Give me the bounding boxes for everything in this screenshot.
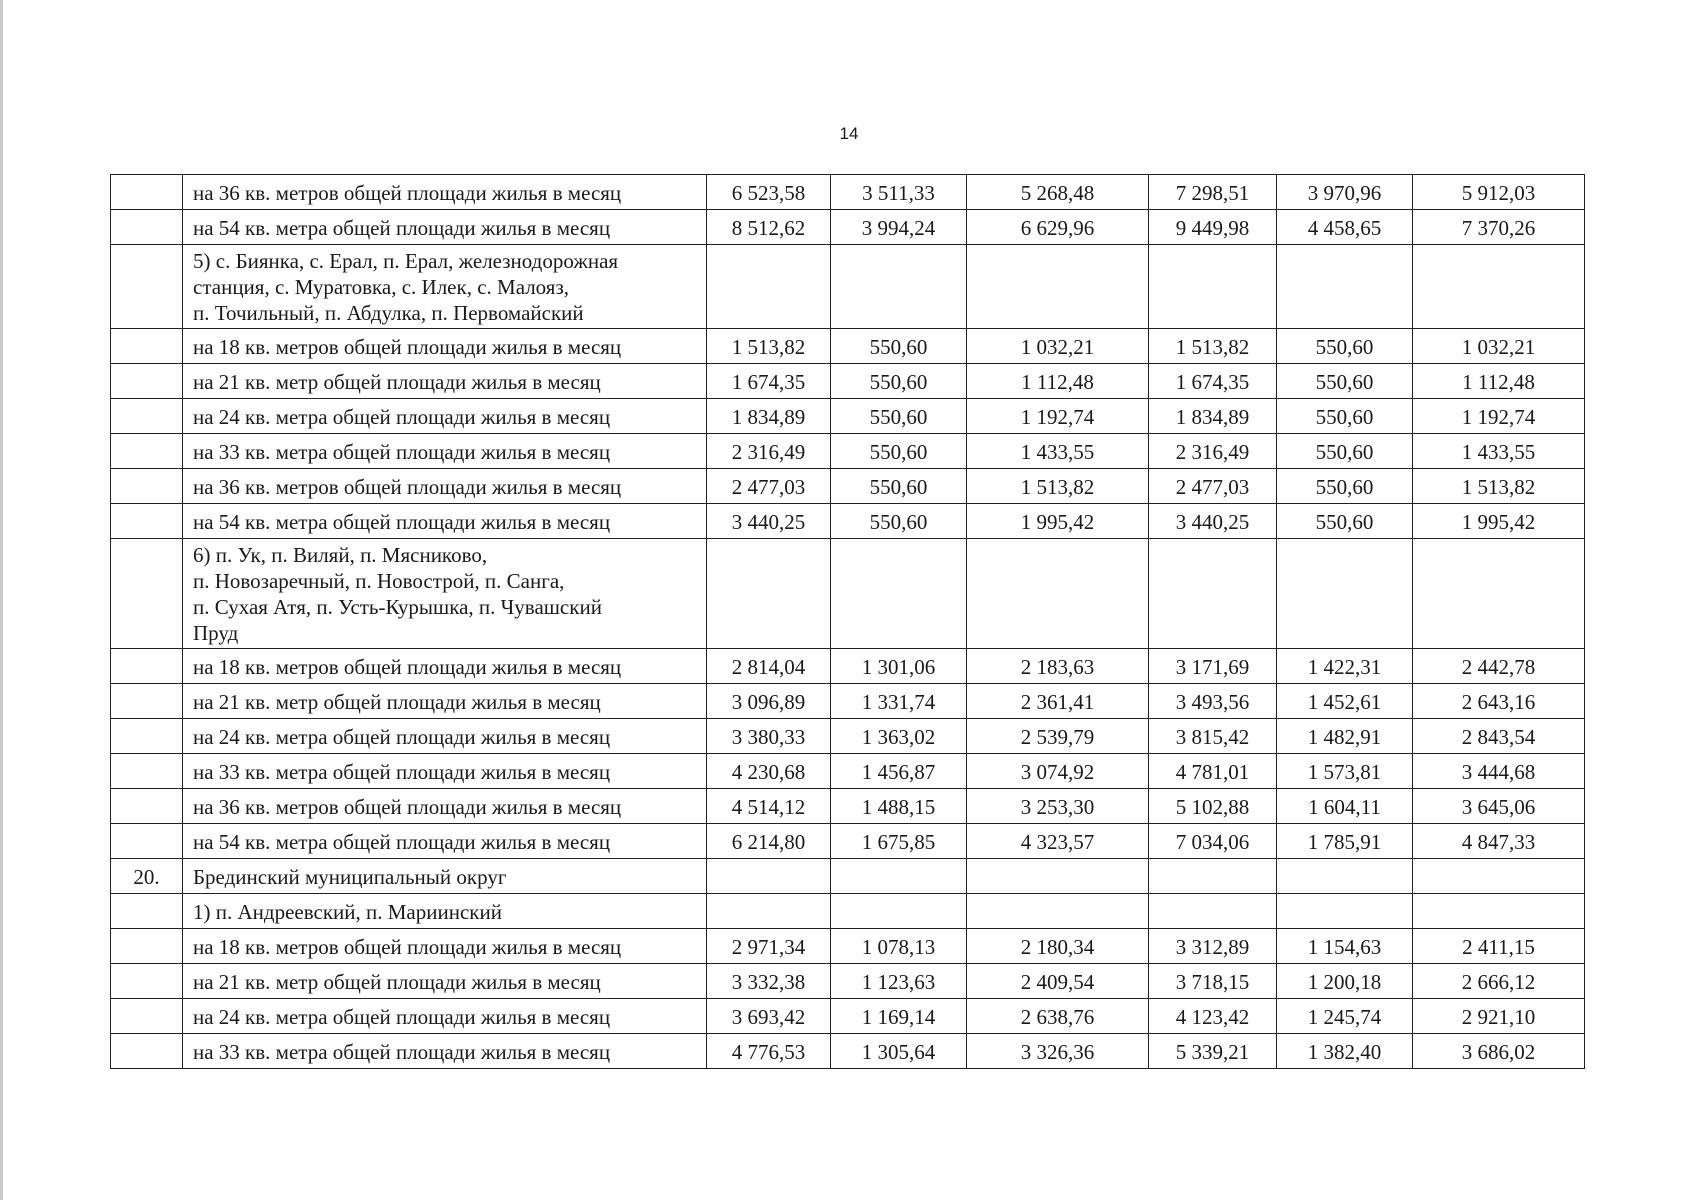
value-cell: 4 514,12: [707, 789, 831, 824]
empty-cell: [831, 894, 967, 929]
value-cell: 3 332,38: [707, 964, 831, 999]
value-cell: 3 815,42: [1149, 719, 1277, 754]
value-cell: 1 154,63: [1277, 929, 1413, 964]
empty-cell: [967, 245, 1149, 329]
empty-cell: [1149, 245, 1277, 329]
value-cell: 2 409,54: [967, 964, 1149, 999]
value-cell: 1 169,14: [831, 999, 967, 1034]
value-cell: 3 440,25: [707, 504, 831, 539]
value-cell: 3 693,42: [707, 999, 831, 1034]
value-cell: 2 971,34: [707, 929, 831, 964]
row-label-cell: на 24 кв. метра общей площади жилья в месяц: [183, 399, 707, 434]
table-row: [111, 789, 1585, 824]
value-cell: 1 573,81: [1277, 754, 1413, 789]
value-cell: 4 781,01: [1149, 754, 1277, 789]
table-row: [111, 399, 1585, 434]
value-cell: 5 102,88: [1149, 789, 1277, 824]
value-cell: 1 834,89: [707, 399, 831, 434]
row-label-cell: на 33 кв. метра общей площади жилья в месяц: [183, 1034, 707, 1069]
row-index-cell: [111, 684, 183, 719]
value-cell: 2 316,49: [707, 434, 831, 469]
value-cell: 1 513,82: [707, 329, 831, 364]
empty-cell: [1413, 539, 1585, 649]
row-index-cell: [111, 539, 183, 649]
section-heading-line: Брединский муниципальный округ: [193, 864, 507, 889]
table-row: [111, 684, 1585, 719]
empty-cell: [1277, 859, 1413, 894]
row-index-cell: [111, 210, 183, 245]
table-section-row: [111, 894, 1585, 929]
value-cell: 2 183,63: [967, 649, 1149, 684]
value-cell: 550,60: [1277, 504, 1413, 539]
row-index-cell: [111, 824, 183, 859]
table-row: [111, 329, 1585, 364]
value-cell: 4 776,53: [707, 1034, 831, 1069]
value-cell: 3 326,36: [967, 1034, 1149, 1069]
value-cell: 2 638,76: [967, 999, 1149, 1034]
value-cell: 2 843,54: [1413, 719, 1585, 754]
value-cell: 1 513,82: [967, 469, 1149, 504]
value-cell: 3 718,15: [1149, 964, 1277, 999]
value-cell: 1 488,15: [831, 789, 967, 824]
section-heading-cell: [183, 539, 707, 649]
value-cell: 2 442,78: [1413, 649, 1585, 684]
row-index-cell: [111, 434, 183, 469]
value-cell: 3 994,24: [831, 210, 967, 245]
value-cell: 2 814,04: [707, 649, 831, 684]
value-cell: 5 339,21: [1149, 1034, 1277, 1069]
row-label-cell: на 21 кв. метр общей площади жилья в месяц: [183, 684, 707, 719]
section-heading-line: п. Точильный, п. Абдулка, п. Первомайский: [193, 301, 584, 325]
empty-cell: [707, 539, 831, 649]
row-index-cell: 20.: [111, 859, 183, 894]
empty-cell: [707, 245, 831, 329]
value-cell: 1 200,18: [1277, 964, 1413, 999]
value-cell: 3 645,06: [1413, 789, 1585, 824]
value-cell: 1 032,21: [967, 329, 1149, 364]
table-row: [111, 364, 1585, 399]
value-cell: 3 074,92: [967, 754, 1149, 789]
value-cell: 2 921,10: [1413, 999, 1585, 1034]
value-cell: 1 604,11: [1277, 789, 1413, 824]
value-cell: 550,60: [831, 504, 967, 539]
value-cell: 5 912,03: [1413, 175, 1585, 210]
value-cell: 1 422,31: [1277, 649, 1413, 684]
empty-cell: [1149, 894, 1277, 929]
row-index-cell: [111, 649, 183, 684]
value-cell: 4 458,65: [1277, 210, 1413, 245]
value-cell: 1 032,21: [1413, 329, 1585, 364]
value-cell: 1 078,13: [831, 929, 967, 964]
value-cell: 2 539,79: [967, 719, 1149, 754]
empty-cell: [831, 539, 967, 649]
table-row: [111, 469, 1585, 504]
value-cell: 1 513,82: [1413, 469, 1585, 504]
value-cell: 1 674,35: [1149, 364, 1277, 399]
table-row: [111, 824, 1585, 859]
value-cell: 3 096,89: [707, 684, 831, 719]
value-cell: 550,60: [1277, 329, 1413, 364]
table-row: [111, 1034, 1585, 1069]
row-label-cell: на 36 кв. метров общей площади жилья в месяц: [183, 469, 707, 504]
value-cell: 2 643,16: [1413, 684, 1585, 719]
section-heading-line: станция, с. Муратовка, с. Илек, с. Малояз,: [193, 275, 569, 299]
value-cell: 1 452,61: [1277, 684, 1413, 719]
row-label-cell: на 18 кв. метров общей площади жилья в месяц: [183, 329, 707, 364]
row-index-cell: [111, 399, 183, 434]
table-row: [111, 754, 1585, 789]
table-body: [111, 175, 1585, 1069]
row-index-cell: [111, 175, 183, 210]
row-label-cell: на 21 кв. метр общей площади жилья в месяц: [183, 364, 707, 399]
empty-cell: [707, 894, 831, 929]
row-index-cell: [111, 789, 183, 824]
row-index-cell: [111, 964, 183, 999]
table-section-row: [111, 539, 1585, 649]
section-heading-cell: [183, 859, 707, 894]
table-row: [111, 504, 1585, 539]
empty-cell: [967, 894, 1149, 929]
row-label-cell: на 24 кв. метра общей площади жилья в месяц: [183, 719, 707, 754]
value-cell: 550,60: [831, 364, 967, 399]
value-cell: 1 785,91: [1277, 824, 1413, 859]
row-label-cell: на 54 кв. метра общей площади жилья в месяц: [183, 504, 707, 539]
value-cell: 9 449,98: [1149, 210, 1277, 245]
row-index-cell: [111, 504, 183, 539]
value-cell: 2 477,03: [1149, 469, 1277, 504]
empty-cell: [831, 245, 967, 329]
row-index-cell: [111, 754, 183, 789]
row-index-cell: [111, 329, 183, 364]
value-cell: 1 995,42: [1413, 504, 1585, 539]
value-cell: 3 312,89: [1149, 929, 1277, 964]
section-heading-line: 6) п. Ук, п. Виляй, п. Мясниково,: [193, 543, 488, 567]
value-cell: 550,60: [831, 469, 967, 504]
value-cell: 2 361,41: [967, 684, 1149, 719]
value-cell: 2 316,49: [1149, 434, 1277, 469]
row-index-cell: [111, 364, 183, 399]
value-cell: 3 686,02: [1413, 1034, 1585, 1069]
value-cell: 550,60: [1277, 434, 1413, 469]
value-cell: 3 493,56: [1149, 684, 1277, 719]
row-label-cell: на 33 кв. метра общей площади жилья в месяц: [183, 754, 707, 789]
table-row: [111, 929, 1585, 964]
row-label-cell: на 36 кв. метров общей площади жилья в месяц: [183, 789, 707, 824]
section-heading-line: п. Сухая Атя, п. Усть-Курышка, п. Чувашский: [193, 595, 602, 619]
section-heading-cell: [183, 894, 707, 929]
value-cell: 7 034,06: [1149, 824, 1277, 859]
value-cell: 1 834,89: [1149, 399, 1277, 434]
value-cell: 3 444,68: [1413, 754, 1585, 789]
row-label-cell: на 18 кв. метров общей площади жилья в месяц: [183, 929, 707, 964]
value-cell: 3 511,33: [831, 175, 967, 210]
value-cell: 6 523,58: [707, 175, 831, 210]
value-cell: 4 123,42: [1149, 999, 1277, 1034]
empty-cell: [967, 859, 1149, 894]
empty-cell: [1413, 894, 1585, 929]
row-label-cell: на 21 кв. метр общей площади жилья в месяц: [183, 964, 707, 999]
value-cell: 1 513,82: [1149, 329, 1277, 364]
table-row: [111, 434, 1585, 469]
value-cell: 550,60: [1277, 399, 1413, 434]
value-cell: 1 331,74: [831, 684, 967, 719]
value-cell: 4 847,33: [1413, 824, 1585, 859]
value-cell: 3 380,33: [707, 719, 831, 754]
row-label-cell: на 54 кв. метра общей площади жилья в месяц: [183, 824, 707, 859]
row-label-cell: на 18 кв. метров общей площади жилья в месяц: [183, 649, 707, 684]
value-cell: 1 301,06: [831, 649, 967, 684]
value-cell: 1 433,55: [1413, 434, 1585, 469]
value-cell: 1 995,42: [967, 504, 1149, 539]
empty-cell: [1277, 894, 1413, 929]
row-index-cell: [111, 929, 183, 964]
value-cell: 1 305,64: [831, 1034, 967, 1069]
value-cell: 1 674,35: [707, 364, 831, 399]
empty-cell: [967, 539, 1149, 649]
row-index-cell: [111, 245, 183, 329]
value-cell: 550,60: [1277, 469, 1413, 504]
value-cell: 550,60: [831, 434, 967, 469]
section-heading-cell: [183, 245, 707, 329]
section-heading-line: 5) с. Биянка, с. Ерал, п. Ерал, железнодорожная: [193, 249, 619, 273]
value-cell: 550,60: [1277, 364, 1413, 399]
table-row: [111, 719, 1585, 754]
value-cell: 2 411,15: [1413, 929, 1585, 964]
empty-cell: [1413, 245, 1585, 329]
value-cell: 1 382,40: [1277, 1034, 1413, 1069]
value-cell: 7 370,26: [1413, 210, 1585, 245]
row-label-cell: на 54 кв. метра общей площади жилья в месяц: [183, 210, 707, 245]
value-cell: 3 253,30: [967, 789, 1149, 824]
table-section-row: [111, 245, 1585, 329]
value-cell: 1 192,74: [967, 399, 1149, 434]
table-row: [111, 175, 1585, 210]
value-cell: 6 214,80: [707, 824, 831, 859]
empty-cell: [1413, 859, 1585, 894]
tariff-table: [110, 174, 1585, 1069]
empty-cell: [1149, 539, 1277, 649]
row-index-cell: [111, 999, 183, 1034]
row-index-cell: [111, 719, 183, 754]
row-index-cell: [111, 1034, 183, 1069]
section-heading-line: 1) п. Андреевский, п. Мариинский: [193, 899, 502, 924]
value-cell: 7 298,51: [1149, 175, 1277, 210]
row-index-cell: [111, 469, 183, 504]
value-cell: 2 666,12: [1413, 964, 1585, 999]
value-cell: 1 245,74: [1277, 999, 1413, 1034]
value-cell: 3 171,69: [1149, 649, 1277, 684]
table-row: [111, 210, 1585, 245]
row-index-cell: [111, 894, 183, 929]
value-cell: 4 230,68: [707, 754, 831, 789]
value-cell: 1 123,63: [831, 964, 967, 999]
value-cell: 2 180,34: [967, 929, 1149, 964]
value-cell: 3 440,25: [1149, 504, 1277, 539]
section-heading-line: п. Новозаречный, п. Новострой, п. Санга,: [193, 569, 565, 593]
value-cell: 2 477,03: [707, 469, 831, 504]
empty-cell: [1277, 245, 1413, 329]
table-section-row: [111, 859, 1585, 894]
value-cell: 550,60: [831, 329, 967, 364]
empty-cell: [1149, 859, 1277, 894]
value-cell: 6 629,96: [967, 210, 1149, 245]
value-cell: 8 512,62: [707, 210, 831, 245]
row-label-cell: на 36 кв. метров общей площади жилья в месяц: [183, 175, 707, 210]
empty-cell: [831, 859, 967, 894]
row-label-cell: на 24 кв. метра общей площади жилья в месяц: [183, 999, 707, 1034]
table-row: [111, 649, 1585, 684]
value-cell: 1 112,48: [1413, 364, 1585, 399]
empty-cell: [1277, 539, 1413, 649]
empty-cell: [707, 859, 831, 894]
value-cell: 1 192,74: [1413, 399, 1585, 434]
value-cell: 1 456,87: [831, 754, 967, 789]
value-cell: 1 363,02: [831, 719, 967, 754]
value-cell: 3 970,96: [1277, 175, 1413, 210]
value-cell: 550,60: [831, 399, 967, 434]
scan-edge: [0, 0, 3, 1200]
value-cell: 5 268,48: [967, 175, 1149, 210]
value-cell: 1 675,85: [831, 824, 967, 859]
value-cell: 1 433,55: [967, 434, 1149, 469]
page-number: 14: [839, 124, 859, 143]
row-label-cell: на 33 кв. метра общей площади жилья в месяц: [183, 434, 707, 469]
table-row: [111, 999, 1585, 1034]
value-cell: 1 112,48: [967, 364, 1149, 399]
section-heading-line: Пруд: [193, 621, 239, 645]
value-cell: 1 482,91: [1277, 719, 1413, 754]
table-row: [111, 964, 1585, 999]
value-cell: 4 323,57: [967, 824, 1149, 859]
